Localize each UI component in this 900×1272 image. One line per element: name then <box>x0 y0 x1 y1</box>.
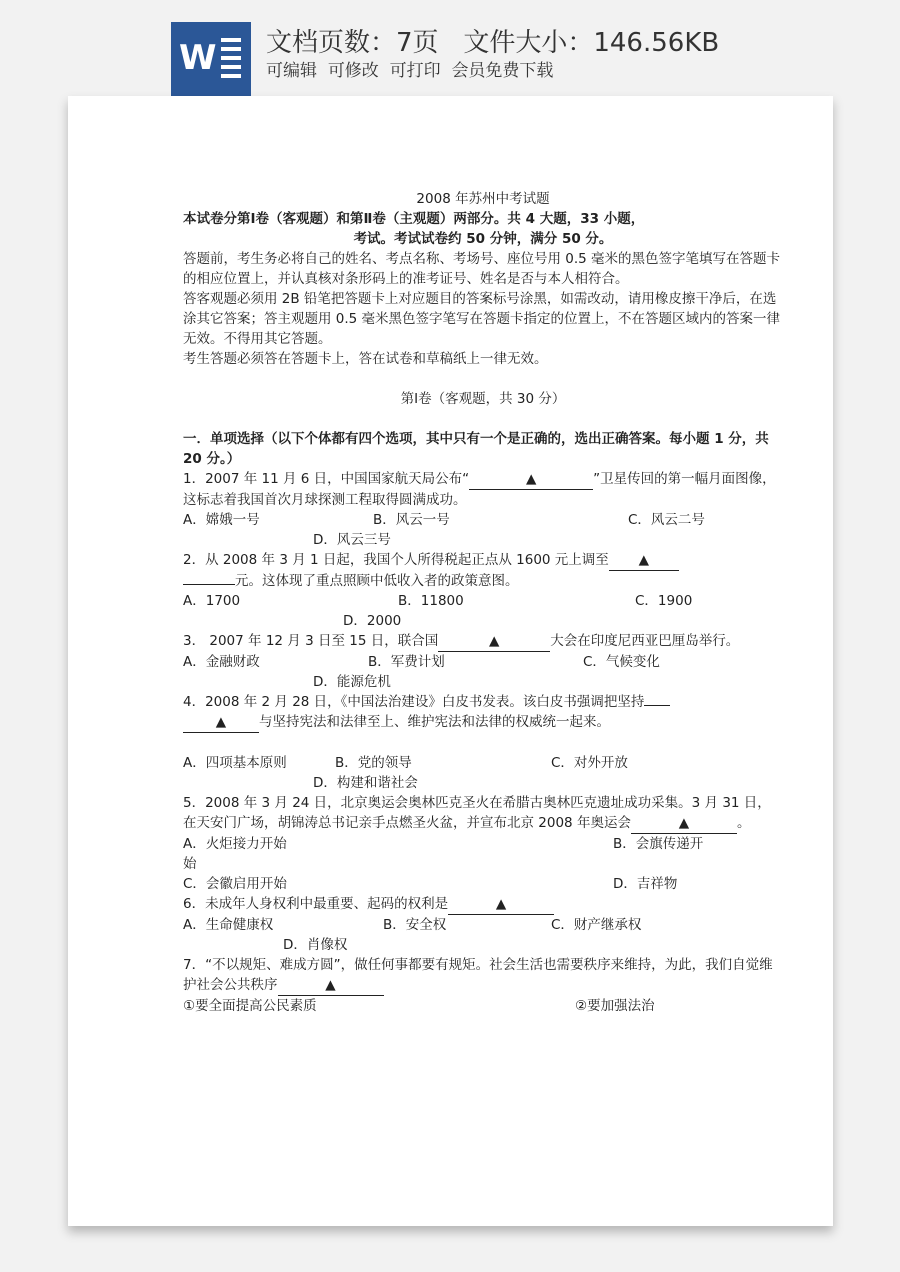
question-6: 6．未成年人身权利中最重要、起码的权利是 ▲ <box>183 894 783 915</box>
answer-blank: ▲ <box>609 550 679 571</box>
part1-title: 第Ⅰ卷（客观题，共 30 分） <box>400 391 566 407</box>
answer-blank: ▲ <box>448 894 554 915</box>
answer-blank: ▲ <box>438 631 550 652</box>
q2-options <box>183 591 783 611</box>
q7-options <box>183 996 783 1016</box>
q3-options <box>183 652 783 672</box>
page-count: 文档页数：7页 <box>266 28 439 58</box>
q3-option-d: D．能源危机 <box>313 674 391 690</box>
q4-option-a: A．四项基本原则 <box>183 755 287 771</box>
question-2: 2．从 2008 年 3 月 1 日起，我国个人所得税起正点从 1600 元上调至 ▲ 元。这体现了重点照顾中低收入者的政策意图。 <box>183 550 783 591</box>
answer-blank: ▲ <box>183 712 259 733</box>
q6-options <box>183 915 783 935</box>
doc-title: 2008 年苏州中考试题 <box>416 191 550 207</box>
tag-editable: 可编辑 <box>266 61 317 81</box>
tag-member-download: 会员免费下载 <box>451 61 554 81</box>
q7-option-1: ①要全面提高公民素质 <box>183 998 317 1014</box>
word-icon-lines <box>221 38 241 83</box>
q3-option-c: C．气候变化 <box>583 654 660 670</box>
notice-3: 考生答题必须答在答题卡上，答在试卷和草稿纸上一律无效。 <box>183 351 548 367</box>
question-4: 4．2008 年 2 月 28 日，《中国法治建设》白皮书发表。该白皮书强调把坚持 ▲ 与坚持宪法和法律至上、维护宪法和法律的权威统一起来。 <box>183 692 783 733</box>
q1-option-d: D．风云三号 <box>313 532 391 548</box>
q5-option-d: D．吉祥物 <box>613 876 678 892</box>
q5-option-a: A．火炬接力开始 <box>183 836 287 852</box>
q7-option-2: ②要加强法治 <box>575 998 655 1014</box>
q1-option-b: B．风云一号 <box>373 512 450 528</box>
answer-blank: ▲ <box>278 975 384 996</box>
q4-option-d: D．构建和谐社会 <box>313 775 418 791</box>
feature-tags <box>266 56 553 81</box>
notice-2: 答客观题必须用 2B 铅笔把答题卡上对应题目的答案标号涂黑，如需改动，请用橡皮擦干净后，在选涂其它答案；答主观题用 0.5 毫米黑色签字笔写在答题卡指定的位置上，不在答题区域内的答案一律无效。不得用其它答题。 <box>183 291 781 347</box>
q6-option-d: D．肖像权 <box>283 937 348 953</box>
q5-option-b-wrap: 始 <box>183 856 197 872</box>
q6-option-b: B．安全权 <box>383 917 447 933</box>
document-page <box>68 96 833 1226</box>
q5-option-b: B．会旗传递开 <box>613 836 704 852</box>
q3-option-a: A．金融财政 <box>183 654 260 670</box>
q1-options <box>183 510 783 530</box>
tag-printable: 可打印 <box>389 61 441 81</box>
question-5: 5．2008 年 3 月 24 日，北京奥运会奥林匹克圣火在希腊古奥林匹克遗址成功采集。3 月 31 日，在天安门广场，胡锦涛总书记亲手点燃圣火盆，并宣布北京 2008 年奥运会 ▲ 。 <box>183 793 783 834</box>
document-content <box>183 189 783 1016</box>
q6-option-c: C．财产继承权 <box>551 917 642 933</box>
file-stats <box>266 22 719 59</box>
word-icon-letter: W <box>179 38 217 78</box>
q2-option-c: C．1900 <box>635 593 693 609</box>
file-size: 文件大小：146.56KB <box>463 28 720 58</box>
q3-option-b: B．军费计划 <box>368 654 445 670</box>
download-banner <box>0 0 900 96</box>
answer-blank: ▲ <box>631 813 737 834</box>
q2-option-b: B．11800 <box>398 593 464 609</box>
section1-title: 一．单项选择（以下个体都有四个选项，其中只有一个是正确的，选出正确答案。每小题 1 分，共 20 分。） <box>183 431 769 467</box>
question-3: 3． 2007 年 12 月 3 日至 15 日，联合国 ▲ 大会在印度尼西亚巴厘岛举行。 <box>183 631 783 652</box>
q4-option-b: B．党的领导 <box>335 755 412 771</box>
word-document-icon <box>171 22 251 96</box>
q4-option-c: C．对外开放 <box>551 755 628 771</box>
q2-option-a: A．1700 <box>183 593 241 609</box>
q6-option-a: A．生命健康权 <box>183 917 274 933</box>
question-7: 7．“不以规矩、难成方圆”，做任何事都要有规矩。社会生活也需要秩序来维持，为此，我们自觉维护社会公共秩序 ▲ <box>183 955 783 996</box>
q1-option-a: A．嫦娥一号 <box>183 512 260 528</box>
intro-line-1: 本试卷分第Ⅰ卷（客观题）和第Ⅱ卷（主观题）两部分。共 4 大题，33 小题， <box>183 211 645 227</box>
q4-options <box>183 753 783 773</box>
tag-modifiable: 可修改 <box>327 61 379 81</box>
notice-1: 答题前，考生务必将自己的姓名、考点名称、考场号、座位号用 0.5 毫米的黑色签字笔填写在答题卡的相应位置上，并认真核对条形码上的准考证号、姓名是否与本人相符合。 <box>183 251 781 287</box>
intro-line-2: 考试。考试试卷约 50 分钟，满分 50 分。 <box>353 231 613 247</box>
q5-options <box>183 834 783 854</box>
q2-option-d: D．2000 <box>343 613 402 629</box>
q1-option-c: C．风云二号 <box>628 512 705 528</box>
answer-blank: ▲ <box>469 469 593 490</box>
q5-option-c: C．会徽启用开始 <box>183 876 287 892</box>
question-1: 1．2007 年 11 月 6 日，中国国家航天局公布“ ▲ ”卫星传回的第一幅月面图像，这标志着我国首次月球探测工程取得圆满成功。 <box>183 471 776 508</box>
